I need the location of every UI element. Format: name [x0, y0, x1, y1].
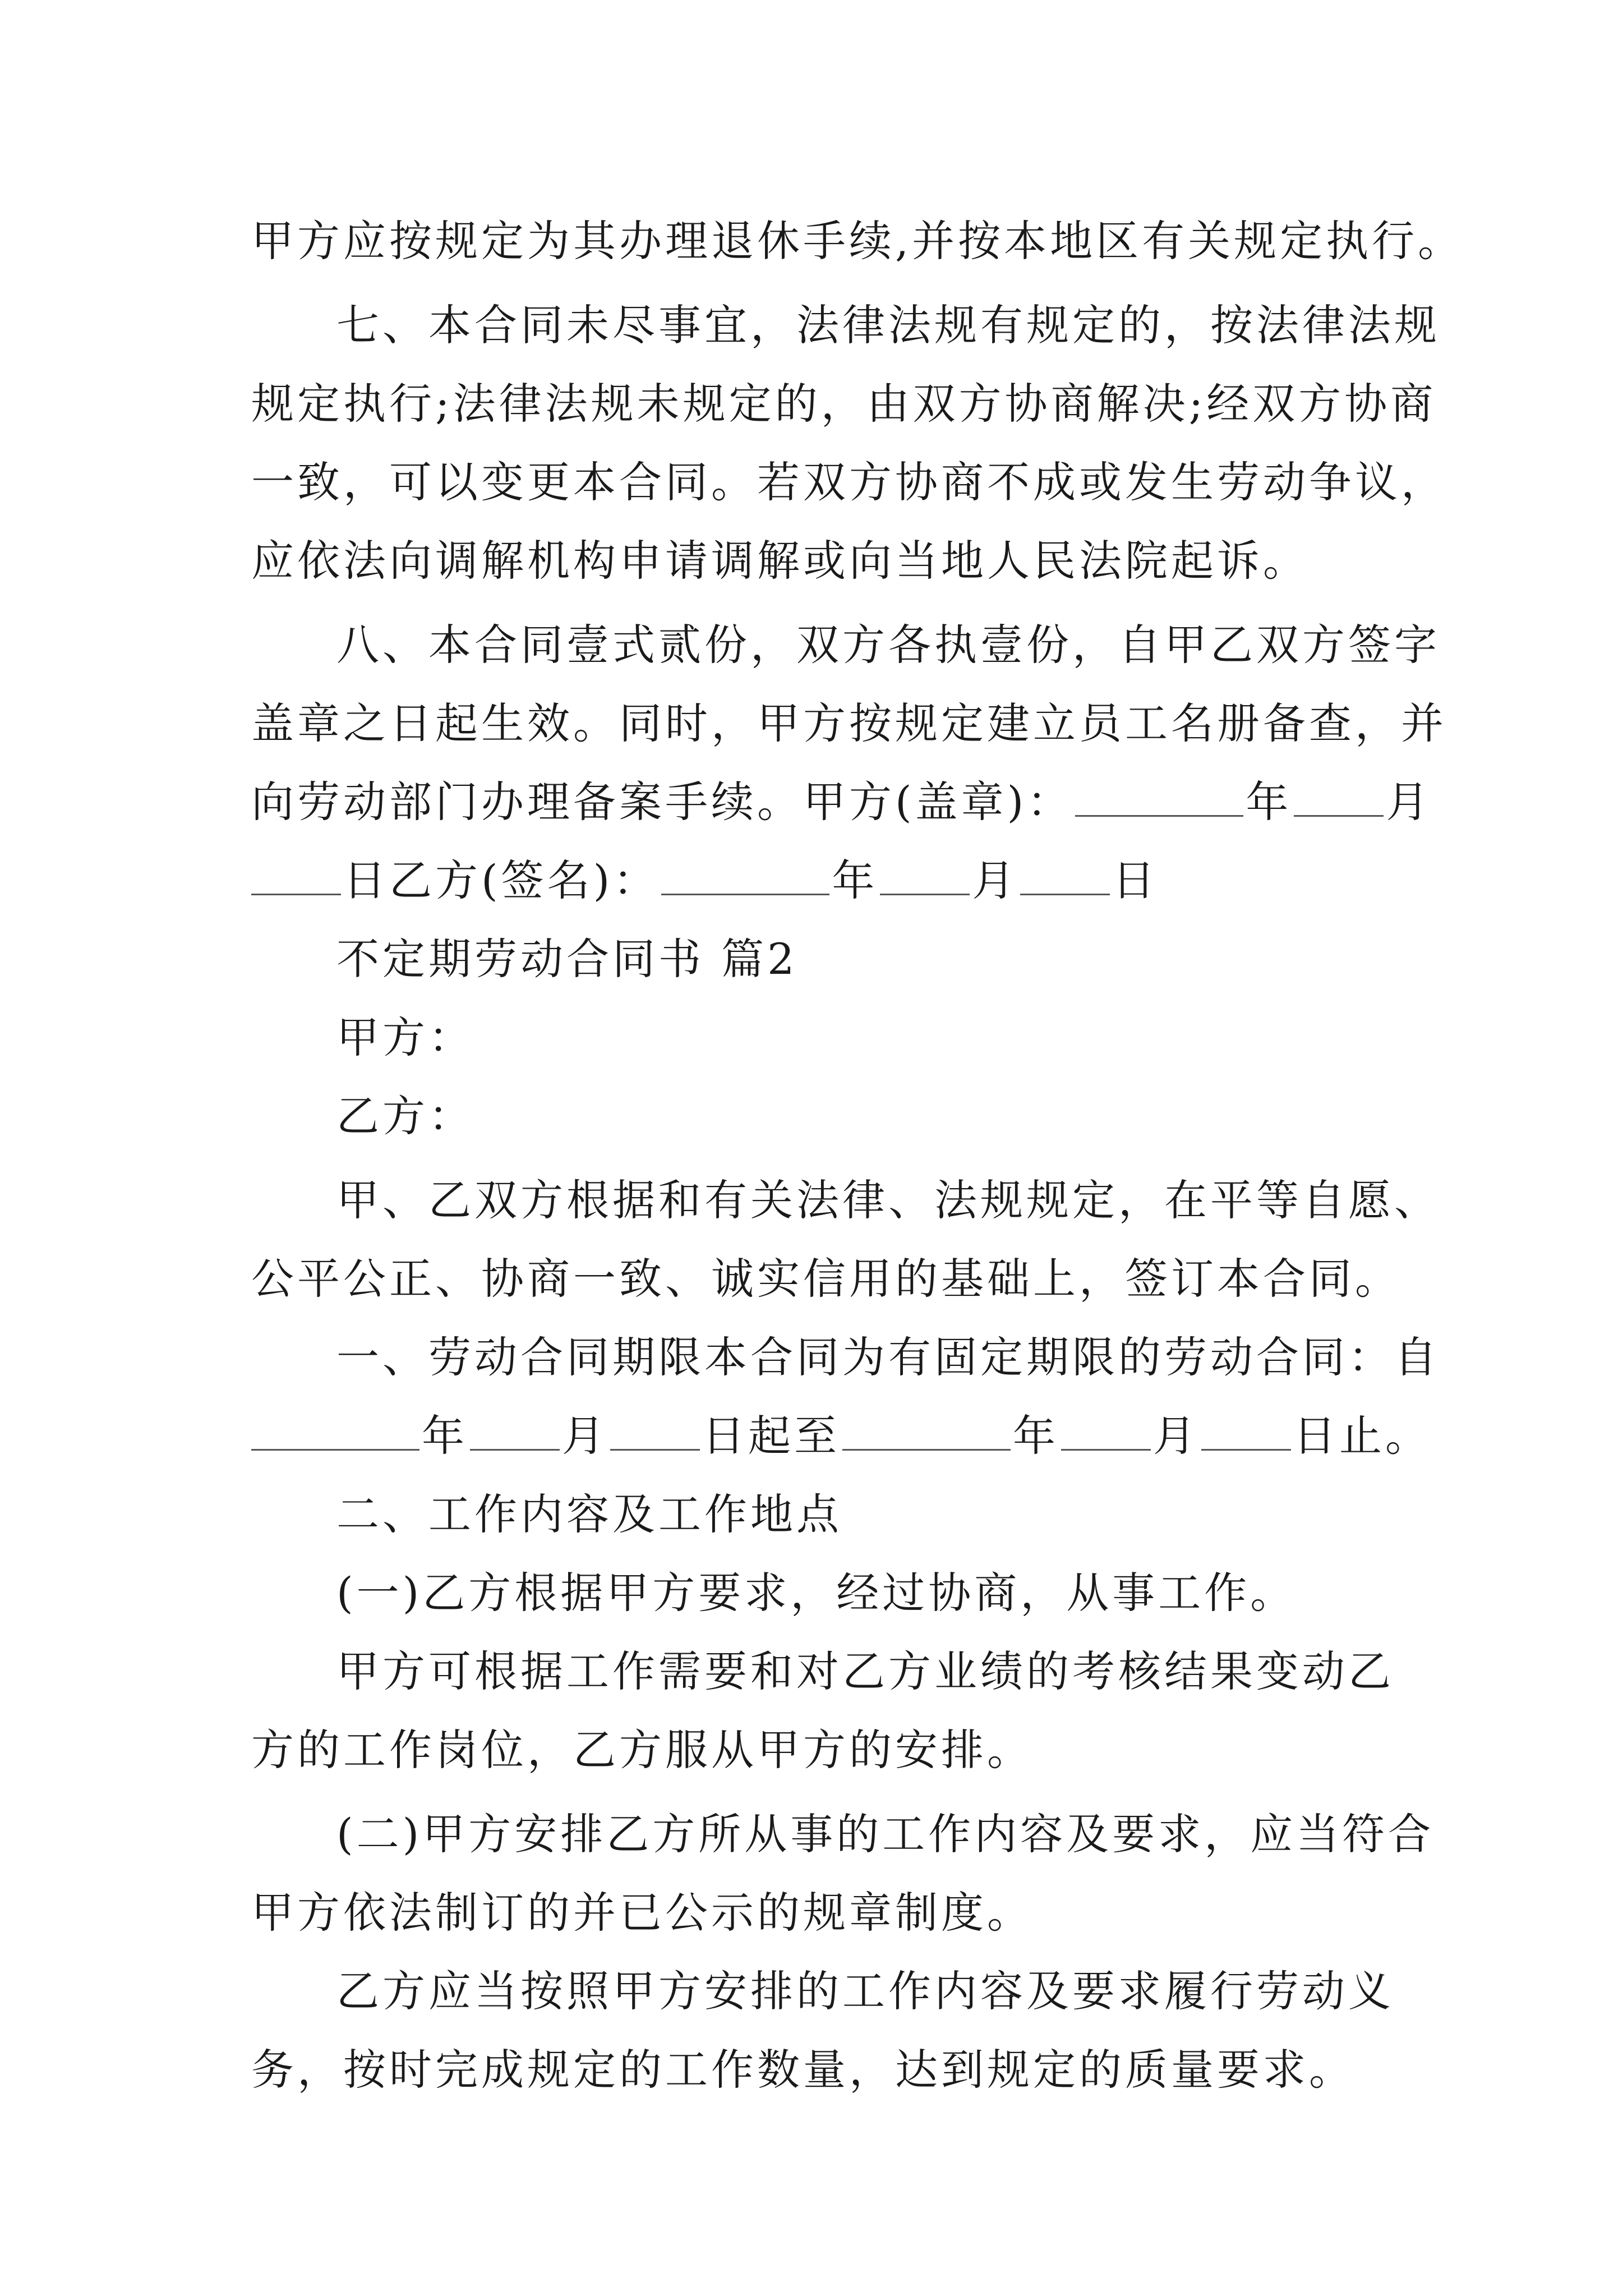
paragraph-line: 规定执行;法律法规未规定的，由双方协商解决;经双方协商 — [251, 379, 1437, 429]
day-blank[interactable] — [1020, 854, 1110, 895]
year-blank[interactable] — [661, 854, 829, 895]
section-title: 不定期劳动合同书 篇2 — [336, 934, 798, 984]
year-label: 年 — [1246, 777, 1292, 827]
end-day-blank[interactable] — [1201, 1410, 1291, 1451]
clause-1-line: 一、劳动合同期限本合同为有固定期限的劳动合同：自 — [336, 1332, 1440, 1382]
paragraph-line: 一致，可以变更本合同。若双方协商不成或发生劳动争议， — [251, 457, 1447, 507]
paragraph-line: 甲方依法制订的并已公示的规章制度。 — [251, 1888, 1033, 1938]
month-label: 月 — [562, 1411, 608, 1461]
month-label: 月 — [1153, 1411, 1199, 1461]
start-month-blank[interactable] — [470, 1410, 560, 1451]
start-year-blank[interactable] — [251, 1410, 419, 1451]
paragraph-line: 应依法向调解机构申请调解或向当地人民法院起诉。 — [251, 536, 1309, 586]
paragraph-line: 务，按时完成规定的工作数量，达到规定的质量要求。 — [251, 2045, 1355, 2095]
end-year-blank[interactable] — [842, 1410, 1011, 1451]
year-label: 年 — [1013, 1411, 1059, 1461]
day-until-label: 日止。 — [1293, 1411, 1431, 1461]
paragraph-line: 甲方应按规定为其办理退休手续,并按本地区有关规定执行。 — [251, 216, 1464, 266]
paragraph-line: 公平公正、协商一致、诚实信用的基础上，签订本合同。 — [251, 1254, 1401, 1304]
paragraph-line: 盖章之日起生效。同时，甲方按规定建立员工名册备查，并 — [251, 698, 1447, 748]
day-blank[interactable] — [251, 854, 341, 895]
day-label: 日 — [1112, 855, 1159, 905]
year-blank[interactable] — [1075, 776, 1243, 817]
contract-term-line — [251, 1408, 1431, 1464]
month-label: 月 — [1386, 777, 1432, 827]
party-b-signature-line — [251, 853, 1158, 909]
day-from-label: 日起至 — [702, 1411, 840, 1461]
subclause-line: (一)乙方根据甲方要求，经过协商，从事工作。 — [336, 1568, 1297, 1618]
month-label: 月 — [972, 855, 1018, 905]
preamble-line: 甲、乙双方根据和有关法律、法规规定，在平等自愿、 — [336, 1175, 1440, 1225]
party-b-label: 乙方： — [336, 1091, 474, 1141]
month-blank[interactable] — [1294, 776, 1384, 817]
clause-2-heading: 二、工作内容及工作地点 — [336, 1489, 842, 1539]
signature-label: 日乙方(签名)： — [343, 855, 660, 905]
paragraph-line: 甲方可根据工作需要和对乙方业绩的考核结果变动乙 — [336, 1646, 1394, 1696]
start-day-blank[interactable] — [610, 1410, 700, 1451]
month-blank[interactable] — [880, 854, 970, 895]
signature-label: 向劳动部门办理备案手续。甲方(盖章)： — [251, 777, 1073, 827]
party-a-label: 甲方： — [336, 1013, 474, 1062]
clause-8-line: 八、本合同壹式贰份，双方各执壹份，自甲乙双方签字 — [336, 620, 1440, 670]
end-month-blank[interactable] — [1061, 1410, 1151, 1451]
clause-7-line: 七、本合同未尽事宜，法律法规有规定的，按法律法规 — [336, 300, 1440, 350]
year-label: 年 — [422, 1411, 468, 1461]
party-a-signature-line — [251, 774, 1432, 830]
year-label: 年 — [832, 855, 878, 905]
paragraph-line: 方的工作岗位，乙方服从甲方的安排。 — [251, 1725, 1033, 1775]
subclause-line: (二)甲方安排乙方所从事的工作内容及要求，应当符合 — [336, 1809, 1435, 1859]
paragraph-line: 乙方应当按照甲方安排的工作内容及要求履行劳动义 — [336, 1966, 1394, 2016]
